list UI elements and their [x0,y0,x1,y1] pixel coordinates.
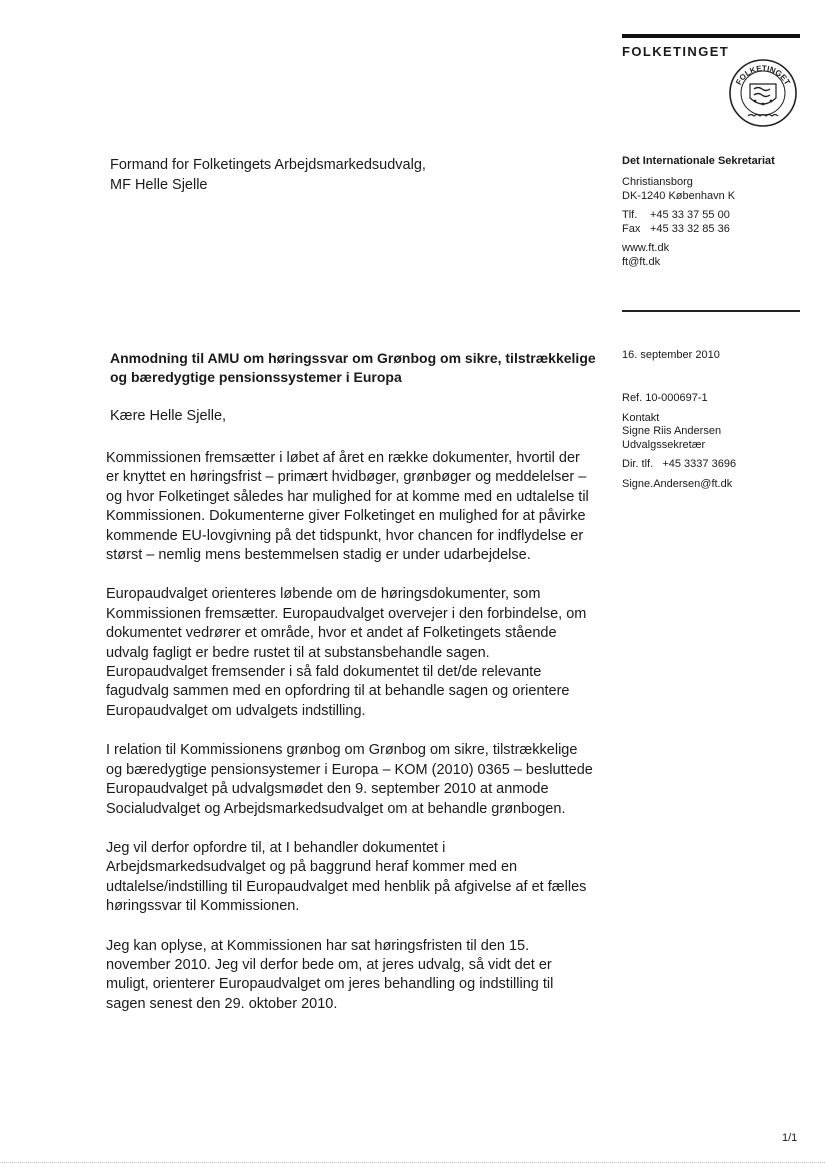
recipient-block [110,155,426,195]
direct-phone-row [622,458,736,472]
sender-website: www.ft.dk [622,242,670,254]
page-bottom-edge [0,1162,825,1164]
contact-label: Kontakt [622,411,660,424]
sender-address-block [622,176,735,269]
fax-number: +45 33 32 85 36 [650,222,730,235]
direct-phone-label: Dir. tlf. [622,458,654,470]
contact-name: Signe Riis Andersen [622,425,722,437]
letter-body [106,449,594,1034]
org-name: FOLKETINGET [622,44,730,59]
phone-number: +45 33 37 55 00 [650,209,730,221]
phone-label: Tlf. [622,209,638,221]
salutation: Kære Helle Sjelle, [110,408,227,424]
reference-number: Ref. 10-000697-1 [622,392,708,404]
sidebar-divider [622,310,800,312]
recipient-line-2: MF Helle Sjelle [110,177,208,193]
body-paragraph-4: Jeg vil derfor opfordre til, at I behandler dokumentet i Arbejdsmarkedsudvalget og på baggrund heraf kommer med en udtalelse/indstilling til Europaudvalget med henblik på afgivelse af et fælles høringssvar til Kommissionen. [106,839,587,915]
header-rule [622,34,800,38]
folketinget-seal-logo [728,58,798,128]
sender-address-2: DK-1240 København K [622,189,736,202]
sender-email: ft@ft.dk [622,255,661,268]
body-paragraph-3: I relation til Kommissionens grønbog om Grønbog om sikre, tilstrækkelige og bæredygtige pensionsystemer i Europa – KOM (2010) 0365 – besluttede Europaudvalget på udvalgsmødet den 9. september 2010 at anmode Socialudvalget og Arbejdsmarkedsudvalget om at behandle grønbogen. [106,742,593,817]
sender-phone-row [622,209,735,223]
page-number: 1/1 [782,1132,798,1144]
body-paragraph-1: Kommissionen fremsætter i løbet af året en række dokumenter, hvortil der er knyttet en høringsfrist – primært hvidbøger, grønbøger og meddelelser – og hvor Folketinget således har mulighed for at komme med en udtalelse til Kommissionen. Dokumenterne giver Folketinget en mulighed for at påvirke kommende EU-lovgivning på det tidspunkt, hvor chancen for indflydelse er størst – nemlig mens bestemmelsen stadig er under udarbejdelse. [106,450,589,564]
direct-phone-number: +45 3337 3696 [662,458,737,470]
sender-department: Det Internationale Sekretariat [622,155,775,167]
body-paragraph-2: Europaudvalget orienteres løbende om de høringsdokumenter, som Kommissionen fremsætter. Europaudvalget overvejer i den forbindelse, om dokumentet vedrører et område, hvor et andet af Folketingets stående udvalg fagligt er bedre rustet til at substansbehandle sagen. Europaudvalget fremsender i så fald dokumentet til det/de relevante fagudvalg sammen med en opfordring til at behandle sagen og orientere Europaudvalget om udvalgets indstilling. [106,586,587,719]
body-paragraph-5: Jeg kan oplyse, at Kommissionen har sat høringsfristen til den 15. november 2010. Jeg vil derfor bede om, at jeres udvalg, så vidt det er muligt, orienterer Europaudvalget om jeres behandling og indstilling til sagen senest den 29. oktober 2010. [106,937,554,1012]
contact-email: Signe.Andersen@ft.dk [622,477,733,490]
fax-label: Fax [622,222,641,235]
recipient-line-1: Formand for Folketingets Arbejdsmarkedsudvalg, [110,157,426,173]
sender-address-1: Christiansborg [622,176,693,188]
letter-subject: Anmodning til AMU om høringssvar om Grønbog om sikre, tilstrækkelige og bæredygtige pensionssystemer i Europa [110,350,596,385]
letter-date: 16. september 2010 [622,349,720,361]
contact-title: Udvalgssekretær [622,438,706,451]
reference-block [622,392,736,491]
sender-fax-row [622,223,735,237]
svg-text:FOLKETINGET: FOLKETINGET [734,63,792,87]
